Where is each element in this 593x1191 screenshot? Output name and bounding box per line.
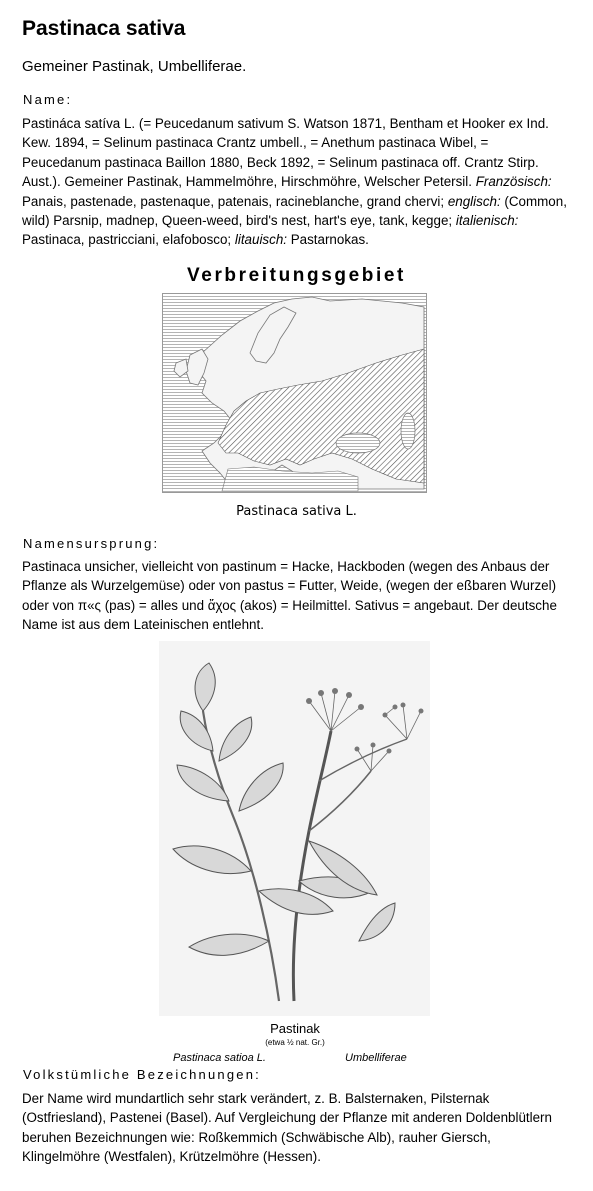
lithuanian-label: litauisch: bbox=[234, 232, 287, 248]
name-heading: Name: bbox=[23, 92, 73, 107]
english-label: englisch: bbox=[447, 193, 501, 209]
map-caption: Pastinaca sativa L. bbox=[236, 504, 357, 519]
english-text: (Common, wild) Parsnip, madnep, Queen-weed, bird's nest, hart's eye, tank, kegge; bbox=[22, 193, 567, 229]
folk-names-heading: Volkstümliche Bezeichnungen: bbox=[23, 1067, 261, 1082]
plant-scale-note: (etwa ½ nat. Gr.) bbox=[265, 1038, 325, 1047]
italian-label: italienisch: bbox=[455, 213, 519, 229]
page-subtitle: Gemeiner Pastinak, Umbelliferae. bbox=[22, 58, 247, 75]
name-paragraph bbox=[22, 114, 570, 250]
plant-caption: Pastinak bbox=[270, 1021, 320, 1036]
map-title: Verbreitungsgebiet bbox=[187, 265, 406, 286]
lithuanian-text: Pastarnokas. bbox=[287, 232, 369, 248]
folk-names-paragraph: Der Name wird mundartlich sehr stark verändert, z. B. Balsternaken, Pilsternak (Ostfriesland), Pastenei (Basel). Auf Vergleichung der Pflanze mit anderen Doldenblütlern beruhen Bezeichnungen wie: Roßkemmich (Schwäbische Alb), rauher Giersch, Klingelmöhre (Westfalen), Krützelmöhre (Hessen). bbox=[22, 1091, 552, 1165]
french-text: Panais, pastenade, pastenaque, patenais, racineblanche, grand chervi; bbox=[22, 193, 445, 209]
page-title: Pastinaca sativa bbox=[22, 17, 186, 40]
italian-text: Pastinaca, pastricciani, elafobosco; bbox=[22, 232, 235, 248]
origin-paragraph: Pastinaca unsicher, vielleicht von pastinum = Hacke, Hackboden (wegen des Anbaus der Pflanze als Wurzelgemüse) oder von pastus = Futter, Weide, (wegen der eßbaren Wurzel) oder von π«ς (pas) = alles und ἄχος (akos) = Heilmittel. Sativus = angebaut. Der deutsche Name ist aus dem Lateinischen entlehnt. bbox=[22, 559, 557, 633]
plant-family-name: Umbelliferae bbox=[345, 1052, 407, 1064]
parsnip-illustration-image bbox=[159, 641, 430, 1016]
plant-latin-name: Pastinaca satioa L. bbox=[173, 1052, 266, 1064]
origin-heading: Namensursprung: bbox=[23, 536, 160, 551]
french-label: Französisch: bbox=[475, 174, 552, 190]
distribution-map-image bbox=[162, 293, 427, 493]
name-main-text: Pastináca satíva L. (= Peucedanum sativum S. Watson 1871, Bentham et Hooker ex Ind. Kew. 1894, = Selinum pastinaca Crantz umbell., = Anethum pastinaca Wibel, = Peucedanum pastinaca Baillon 1880, Beck 1892, = Selinum pastinaca off. Crantz Stirp. Aust.). Gemeiner Pastinak, Hammelmöhre, Hirschmöhre, Welscher Petersil. bbox=[22, 116, 549, 190]
